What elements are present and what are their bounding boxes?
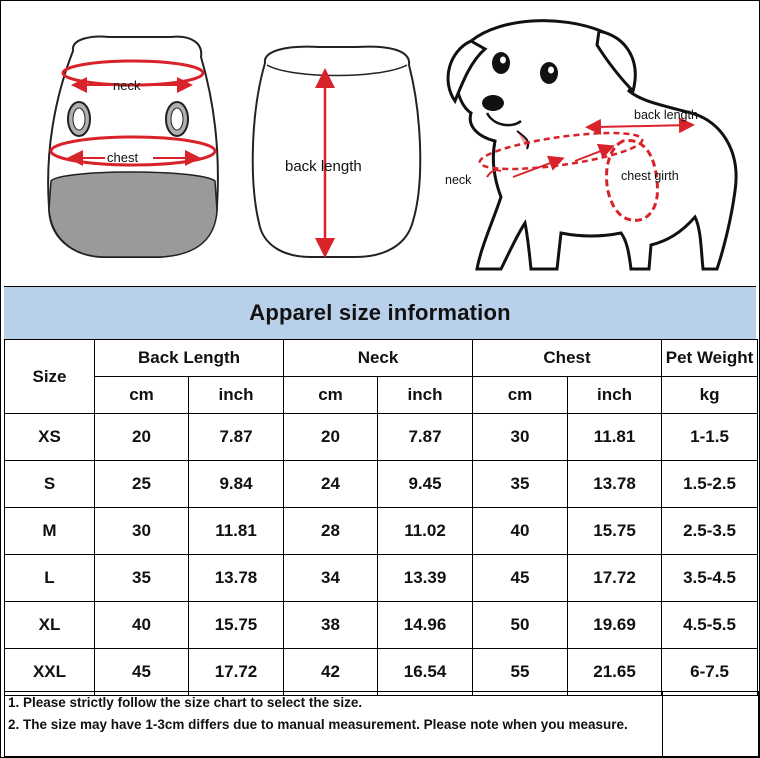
value-cell: 11.81 [189, 508, 284, 555]
value-cell: 20 [284, 414, 378, 461]
table-row [5, 461, 758, 508]
size-table [4, 339, 758, 696]
value-cell: 1-1.5 [662, 414, 758, 461]
note-line: 2. The size may have 1-3cm differs due to manual measurement. Please note when you measure. [8, 717, 628, 732]
pet-weight-header: Pet Weight [662, 340, 758, 377]
value-cell: 1.5-2.5 [662, 461, 758, 508]
neck-label-front: neck [113, 78, 141, 93]
value-cell: 21.65 [568, 649, 662, 696]
size-cell: S [5, 461, 95, 508]
group-header-row [5, 340, 758, 377]
value-cell: 55 [473, 649, 568, 696]
value-cell: 30 [95, 508, 189, 555]
chest-girth-label-dog: chest girth [621, 169, 679, 183]
value-cell: 3.5-4.5 [662, 555, 758, 602]
notes-blank-cell [662, 691, 759, 757]
measurement-illustrations [1, 1, 759, 283]
size-cell: M [5, 508, 95, 555]
value-cell: 2.5-3.5 [662, 508, 758, 555]
size-header: Size [5, 340, 95, 414]
value-cell: 45 [95, 649, 189, 696]
note-line: 1. Please strictly follow the size chart to select the size. [8, 695, 363, 710]
size-cell: XS [5, 414, 95, 461]
table-row [5, 602, 758, 649]
value-cell: 4.5-5.5 [662, 602, 758, 649]
value-cell: 7.87 [189, 414, 284, 461]
value-cell: 40 [95, 602, 189, 649]
value-cell: 17.72 [189, 649, 284, 696]
vest-back-drawing [253, 47, 420, 257]
size-cell: XXL [5, 649, 95, 696]
value-cell: 11.81 [568, 414, 662, 461]
neck-label-dog: neck [445, 173, 472, 187]
back-length-label-dog: back length [634, 108, 698, 122]
table-row [5, 508, 758, 555]
value-cell: 13.39 [378, 555, 473, 602]
unit-cell: inch [568, 377, 662, 414]
value-cell: 13.78 [189, 555, 284, 602]
value-cell: 15.75 [568, 508, 662, 555]
neck-header: Neck [284, 340, 473, 377]
unit-cell: cm [95, 377, 189, 414]
value-cell: 24 [284, 461, 378, 508]
value-cell: 50 [473, 602, 568, 649]
value-cell: 40 [473, 508, 568, 555]
value-cell: 6-7.5 [662, 649, 758, 696]
unit-cell: inch [189, 377, 284, 414]
size-cell: L [5, 555, 95, 602]
value-cell: 15.75 [189, 602, 284, 649]
value-cell: 30 [473, 414, 568, 461]
value-cell: 17.72 [568, 555, 662, 602]
value-cell: 13.78 [568, 461, 662, 508]
value-cell: 38 [284, 602, 378, 649]
table-row [5, 649, 758, 696]
value-cell: 35 [95, 555, 189, 602]
value-cell: 20 [95, 414, 189, 461]
unit-cell: cm [473, 377, 568, 414]
unit-header-row [5, 377, 758, 414]
value-cell: 42 [284, 649, 378, 696]
table-row [5, 414, 758, 461]
table-title: Apparel size information [4, 286, 756, 340]
value-cell: 16.54 [378, 649, 473, 696]
value-cell: 25 [95, 461, 189, 508]
value-cell: 11.02 [378, 508, 473, 555]
value-cell: 34 [284, 555, 378, 602]
chest-header: Chest [473, 340, 662, 377]
value-cell: 45 [473, 555, 568, 602]
value-cell: 14.96 [378, 602, 473, 649]
chest-label-front: chest [107, 150, 139, 165]
size-cell: XL [5, 602, 95, 649]
table-row [5, 555, 758, 602]
value-cell: 7.87 [378, 414, 473, 461]
unit-cell: cm [284, 377, 378, 414]
value-cell: 19.69 [568, 602, 662, 649]
value-cell: 9.45 [378, 461, 473, 508]
dog-drawing [445, 21, 736, 269]
unit-cell: inch [378, 377, 473, 414]
vest-front-drawing [48, 37, 218, 257]
value-cell: 28 [284, 508, 378, 555]
back-length-label: back length [285, 158, 362, 175]
back-length-header: Back Length [95, 340, 284, 377]
value-cell: 9.84 [189, 461, 284, 508]
value-cell: 35 [473, 461, 568, 508]
notes [4, 691, 665, 757]
unit-cell: kg [662, 377, 758, 414]
